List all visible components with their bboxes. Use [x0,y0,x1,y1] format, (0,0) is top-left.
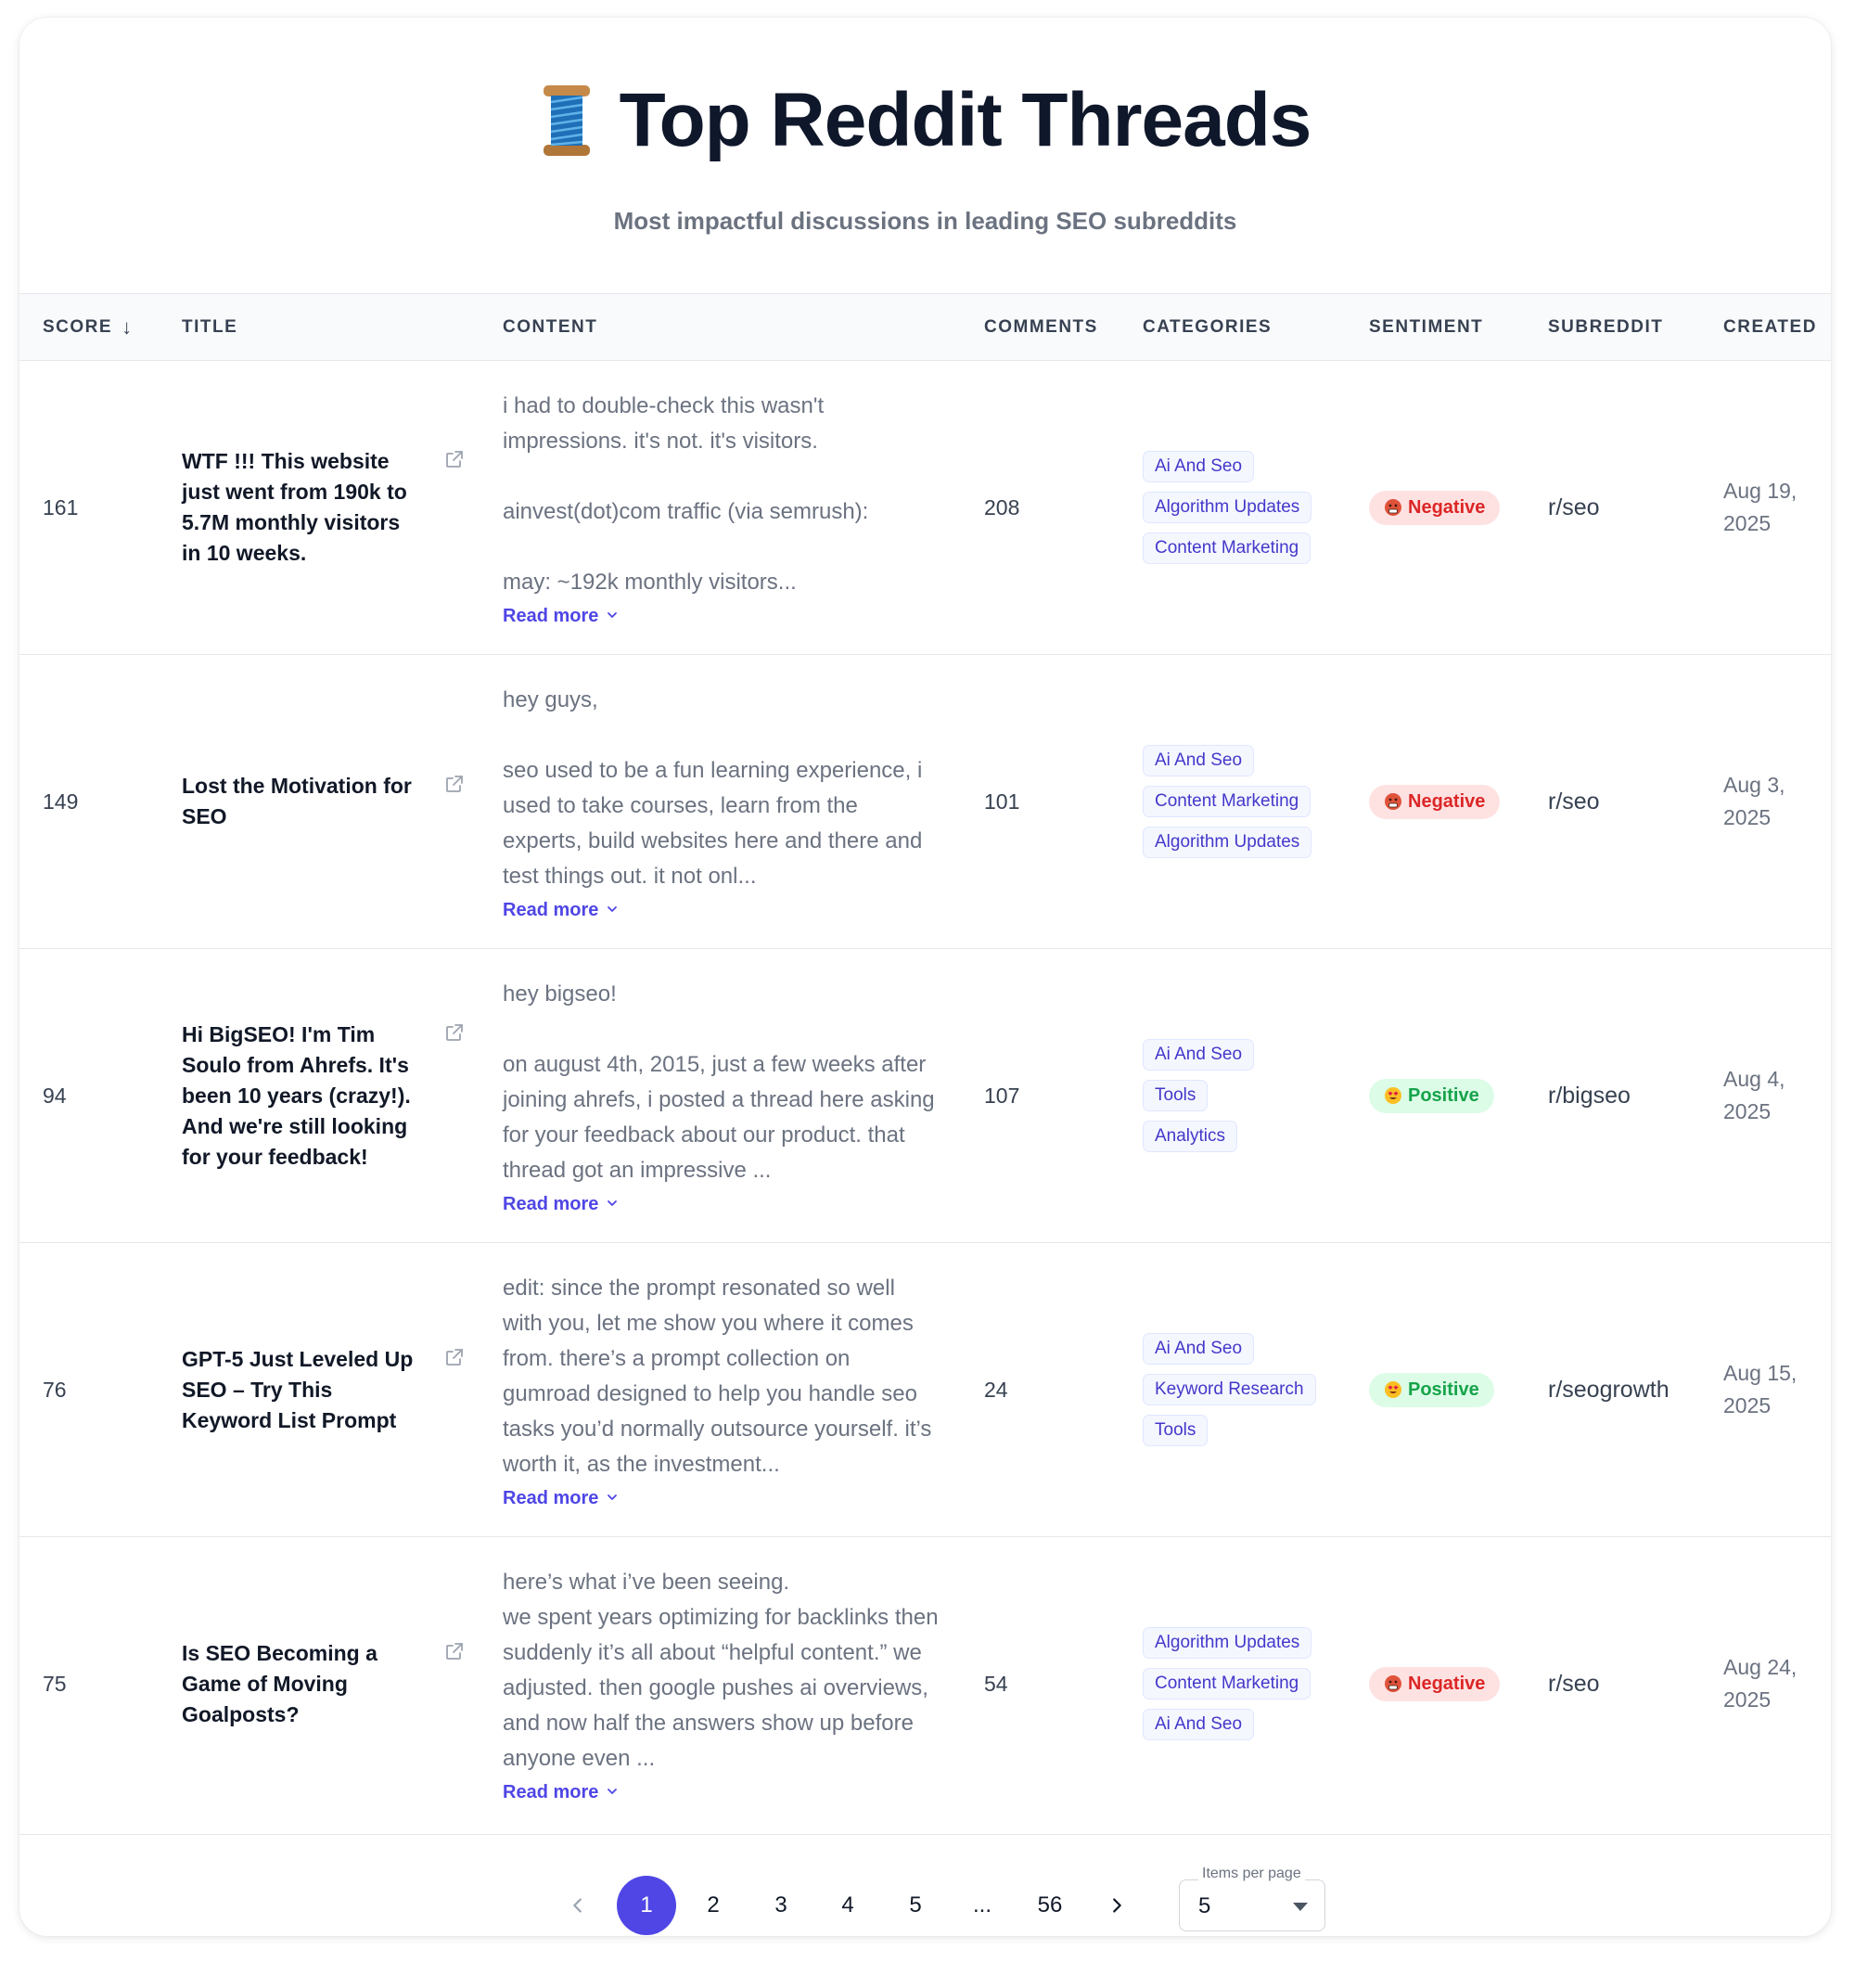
spool-of-thread-icon [540,83,594,158]
read-more-button[interactable] [503,1488,619,1509]
thread-title[interactable]: GPT-5 Just Leveled Up SEO – Try This Keyword List Prompt [182,1346,414,1432]
chevron-right-icon [1107,1895,1127,1916]
page-button-56[interactable]: 56 [1037,1892,1063,1917]
sentiment-badge [1369,491,1500,525]
read-more-label: Read more [503,899,599,920]
read-more-button[interactable] [503,606,619,627]
column-header-subreddit[interactable]: SUBREDDIT [1548,316,1664,337]
title-cell [182,655,503,949]
threads-table [19,293,1831,1831]
table-row[interactable] [19,655,1831,949]
sentiment-cell [1369,1537,1548,1831]
sentiment-badge [1369,785,1500,819]
chevron-down-icon [606,606,619,627]
title-row [19,78,1831,162]
content-preview: here’s what i’ve been seeing. we spent years optimizing for backlinks then suddenly it’s all about “helpful content.” we adjusted. then google pushes ai overviews, and now half the answers show up before anyone even ... [503,1569,939,1771]
sentiment-cell [1369,949,1548,1243]
content-cell [503,655,984,949]
page-subtitle: Most impactful discussions in leading SEO subreddits [613,207,1237,235]
page-button-5[interactable]: 5 [909,1892,922,1917]
thread-title[interactable]: Hi BigSEO! I'm Tim Soulo from Ahrefs. It's been 10 years (crazy!). And we're still looking for your feedback! [182,1021,411,1169]
read-more-button[interactable] [503,1782,619,1803]
items-per-page-label: Items per page [1198,1866,1305,1882]
category-tag[interactable]: Content Marketing [1143,532,1311,564]
heart-eyes-face-icon [1384,1380,1402,1399]
created-cell: Aug 4, 2025 [1723,1067,1785,1123]
pagination [19,1834,1831,1936]
subreddit-cell[interactable]: r/seo [1548,1670,1600,1697]
sentiment-label: Negative [1408,496,1486,518]
items-per-page-value: 5 [1198,1893,1211,1918]
content-cell [503,1537,984,1831]
subreddit-cell[interactable]: r/seo [1548,494,1600,520]
sentiment-cell [1369,361,1548,655]
categories-cell [1143,1243,1369,1537]
sentiment-label: Positive [1408,1379,1479,1400]
subreddit-cell[interactable]: r/bigseo [1548,1082,1631,1109]
chevron-down-icon [606,1194,619,1215]
angry-face-icon [1384,498,1402,517]
next-page-button[interactable] [1087,1876,1146,1935]
title-cell [182,1243,503,1537]
categories-cell [1143,655,1369,949]
heart-eyes-face-icon [1384,1086,1402,1105]
content-cell [503,1243,984,1537]
categories-cell [1143,1537,1369,1831]
content-preview: edit: since the prompt resonated so well with you, let me show you where it comes from. there’s a prompt collection on gumroad designed to help you handle seo tasks you’d normally outsource yourself. it’s worth it, as the investment... [503,1275,932,1477]
sentiment-badge [1369,1373,1494,1407]
column-header-score[interactable] [19,294,182,361]
caret-down-icon [1293,1903,1308,1911]
angry-face-icon [1384,1674,1402,1693]
score-cell: 75 [43,1671,67,1696]
comments-cell: 24 [984,1377,1008,1402]
external-link-icon[interactable] [443,1021,466,1044]
sentiment-badge [1369,1667,1500,1701]
content-cell [503,361,984,655]
page-button-3[interactable]: 3 [774,1892,787,1917]
title-cell [182,949,503,1243]
content-cell [503,949,984,1243]
external-link-icon[interactable] [443,448,466,470]
subreddit-cell[interactable]: r/seo [1548,788,1600,814]
chevron-down-icon [606,900,619,921]
sentiment-label: Negative [1408,1673,1486,1694]
column-header-title[interactable]: TITLE [182,316,238,337]
read-more-button[interactable] [503,1194,619,1215]
chevron-down-icon [606,1782,619,1803]
category-tag[interactable]: Keyword Research [1143,1374,1316,1405]
category-tag[interactable]: Algorithm Updates [1143,827,1311,858]
page-header [19,18,1831,292]
category-tag[interactable]: Ai And Seo [1143,451,1254,482]
thread-title[interactable]: Lost the Motivation for SEO [182,774,412,828]
column-header-categories[interactable]: CATEGORIES [1143,316,1273,337]
created-cell: Aug 15, 2025 [1723,1361,1797,1417]
column-header-score-label: SCORE [43,316,113,337]
created-cell: Aug 24, 2025 [1723,1655,1797,1712]
comments-cell: 208 [984,494,1020,519]
arrow-down-icon: ↓ [122,314,134,339]
score-cell: 161 [43,494,79,519]
score-cell: 149 [43,789,79,814]
categories-cell [1143,361,1369,655]
categories-cell [1143,949,1369,1243]
table-row[interactable] [19,361,1831,655]
score-cell: 76 [43,1377,67,1402]
read-more-label: Read more [503,1781,599,1802]
thread-title[interactable]: Is SEO Becoming a Game of Moving Goalposts? [182,1640,377,1726]
table-header-row [19,294,1831,361]
category-tag[interactable]: Ai And Seo [1143,745,1254,776]
column-header-sentiment[interactable]: SENTIMENT [1369,316,1484,337]
comments-cell: 54 [984,1671,1008,1696]
sentiment-badge [1369,1079,1494,1113]
chevron-left-icon [568,1895,588,1916]
read-more-label: Read more [503,1487,599,1508]
score-cell: 94 [43,1083,67,1108]
column-header-created[interactable]: CREATED [1723,316,1817,337]
external-link-icon[interactable] [443,1640,466,1662]
category-tag[interactable]: Tools [1143,1415,1208,1446]
items-per-page-select[interactable] [1179,1879,1325,1931]
read-more-label: Read more [503,1193,599,1214]
external-link-icon[interactable] [443,773,466,795]
table-row[interactable] [19,949,1831,1243]
category-tag[interactable]: Ai And Seo [1143,1709,1254,1740]
table-row[interactable] [19,1243,1831,1537]
category-tag[interactable]: Algorithm Updates [1143,492,1311,523]
title-cell [182,1537,503,1831]
content-preview: hey guys, seo used to be a fun learning experience, i used to take courses, learn from the experts, build websites here and there and test things out. it not onl... [503,686,923,889]
thread-title[interactable]: WTF !!! This website just went from 190k to 5.7M monthly visitors in 10 weeks. [182,449,407,565]
column-header-content[interactable]: CONTENT [503,316,598,337]
page-button-1[interactable]: 1 [617,1876,676,1935]
category-tag[interactable]: Analytics [1143,1121,1237,1152]
page-ellipsis: ... [972,1892,991,1917]
sentiment-label: Positive [1408,1084,1479,1106]
title-cell [182,361,503,655]
category-tag[interactable]: Tools [1143,1080,1208,1111]
external-link-icon[interactable] [443,1346,466,1368]
category-tag[interactable]: Ai And Seo [1143,1039,1254,1071]
sentiment-label: Negative [1408,790,1486,812]
sentiment-cell [1369,655,1548,949]
created-cell: Aug 3, 2025 [1723,773,1785,829]
content-preview: i had to double-check this wasn't impressions. it's not. it's visitors. ainvest(dot)com traffic (via semrush): may: ~192k monthly visitors... [503,392,869,595]
prev-page-button[interactable] [548,1876,608,1935]
page-button-4[interactable]: 4 [841,1892,854,1917]
column-header-comments[interactable]: COMMENTS [984,316,1098,337]
threads-card [19,18,1831,1936]
angry-face-icon [1384,792,1402,811]
category-tag[interactable]: Ai And Seo [1143,1333,1254,1365]
read-more-button[interactable] [503,900,619,921]
read-more-label: Read more [503,605,599,626]
page-title: Top Reddit Threads [619,78,1311,162]
sentiment-cell [1369,1243,1548,1537]
content-preview: hey bigseo! on august 4th, 2015, just a few weeks after joining ahrefs, i posted a thread here asking for your feedback about our product. that thread got an impressive ... [503,981,935,1183]
comments-cell: 101 [984,789,1020,814]
comments-cell: 107 [984,1083,1020,1108]
page-button-2[interactable]: 2 [707,1892,720,1917]
subreddit-cell[interactable]: r/seogrowth [1548,1376,1670,1403]
category-tag[interactable]: Algorithm Updates [1143,1627,1311,1659]
category-tag[interactable]: Content Marketing [1143,786,1311,817]
chevron-down-icon [606,1488,619,1509]
category-tag[interactable]: Content Marketing [1143,1668,1311,1699]
table-row[interactable] [19,1537,1831,1831]
created-cell: Aug 19, 2025 [1723,479,1797,535]
